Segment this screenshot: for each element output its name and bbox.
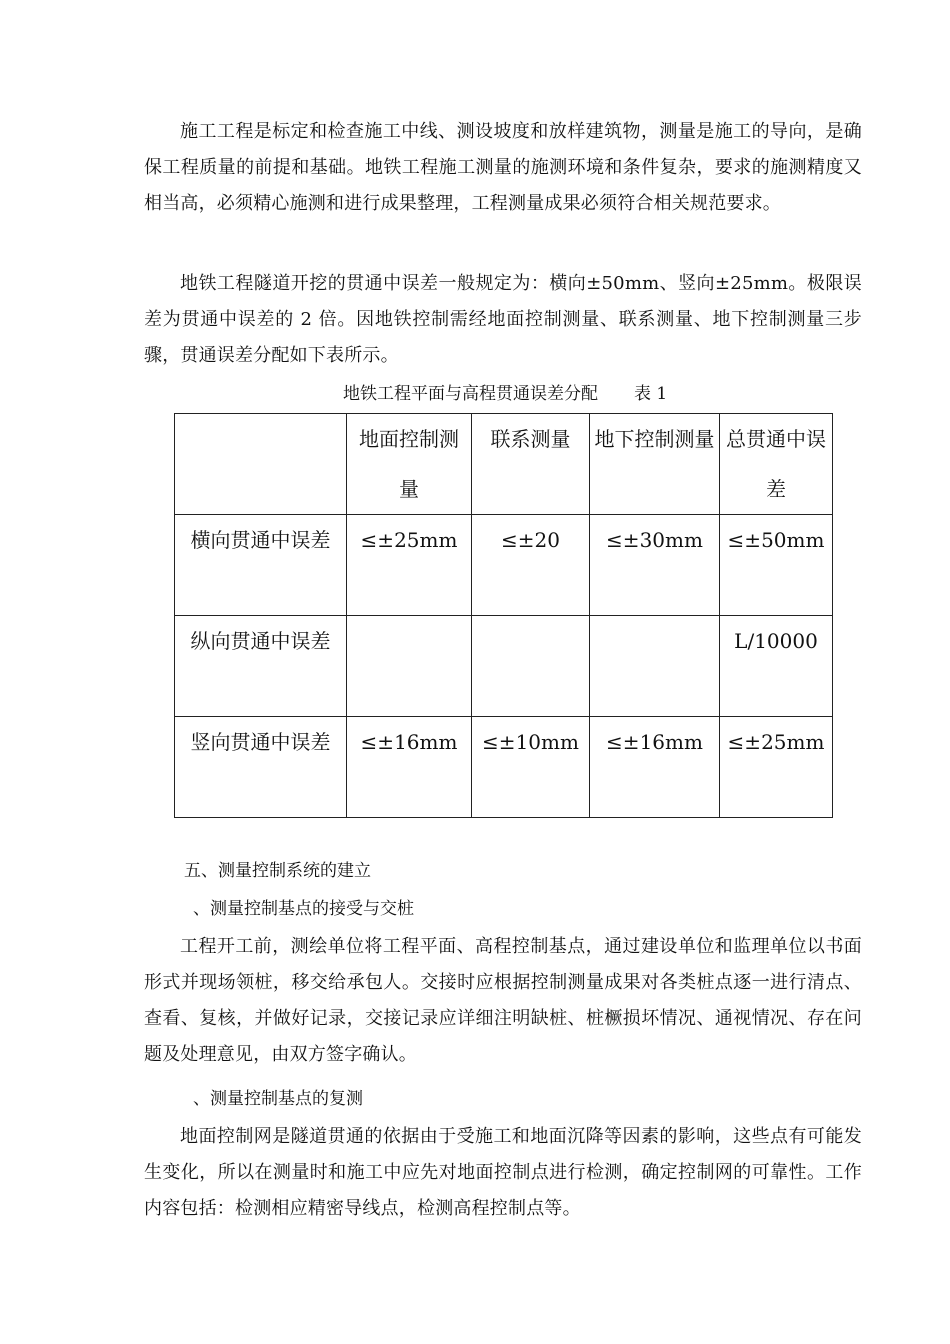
row-label: 竖向贯通中误差 (175, 717, 347, 818)
table-caption (343, 382, 667, 406)
table-cell (590, 616, 720, 717)
table-row (175, 515, 833, 616)
table-cell: ≤±50mm (720, 515, 833, 616)
table-caption-title: 地铁工程平面与高程贯通误差分配 (343, 384, 598, 404)
table-row (175, 616, 833, 717)
table-cell: ≤±30mm (590, 515, 720, 616)
row-label: 横向贯通中误差 (175, 515, 347, 616)
table-header-row (175, 414, 833, 515)
intro-paragraph-2: 地铁工程隧道开挖的贯通中误差一般规定为：横向±50mm、竖向±25mm。极限误差为贯通中误差的 2 倍。因地铁控制需经地面控制测量、联系测量、地下控制测量三步骤，贯通误差分配如下表所示。 (144, 273, 862, 366)
table-cell: ≤±20 (472, 515, 590, 616)
subsection-paragraph-2: 地面控制网是隧道贯通的依据由于受施工和地面沉降等因素的影响，这些点有可能发生变化，所以在测量时和施工中应先对地面控制点进行检测，确定控制网的可靠性。工作内容包括：检测相应精密导线点，检测高程控制点等。 (144, 1126, 862, 1219)
error-allocation-table (174, 413, 833, 818)
header-cell-ground-control: 地面控制测量 (347, 414, 472, 515)
table-cell: L/10000 (720, 616, 833, 717)
subsection-paragraph-1: 工程开工前，测绘单位将工程平面、高程控制基点，通过建设单位和监理单位以书面形式并现场领桩，移交给承包人。交接时应根据控制测量成果对各类桩点逐一进行清点、查看、复核，并做好记录，交接记录应详细注明缺桩、桩橛损坏情况、通视情况、存在问题及处理意见，由双方签字确认。 (144, 936, 862, 1065)
table-cell: ≤±25mm (347, 515, 472, 616)
intro-paragraph-1: 施工工程是标定和检查施工中线、测设坡度和放样建筑物，测量是施工的导向，是确保工程质量的前提和基础。地铁工程施工测量的施测环境和条件复杂，要求的施测精度又相当高，必须精心施测和进行成果整理，工程测量成果必须符合相关规范要求。 (144, 121, 862, 214)
table-row (175, 717, 833, 818)
table-cell (472, 616, 590, 717)
header-cell-underground-control: 地下控制测量 (590, 414, 720, 515)
subsection-title-1: 、测量控制基点的接受与交桩 (193, 899, 414, 919)
header-cell-total-error: 总贯通中误差 (720, 414, 833, 515)
table-cell: ≤±16mm (590, 717, 720, 818)
table-cell: ≤±16mm (347, 717, 472, 818)
table-number: 表 1 (634, 384, 668, 404)
table-cell: ≤±10mm (472, 717, 590, 818)
header-cell-empty (175, 414, 347, 515)
header-cell-connection-survey: 联系测量 (472, 414, 590, 515)
table-cell: ≤±25mm (720, 717, 833, 818)
section-title: 五、测量控制系统的建立 (184, 861, 371, 881)
subsection-title-2: 、测量控制基点的复测 (193, 1089, 363, 1109)
table-cell (347, 616, 472, 717)
row-label: 纵向贯通中误差 (175, 616, 347, 717)
